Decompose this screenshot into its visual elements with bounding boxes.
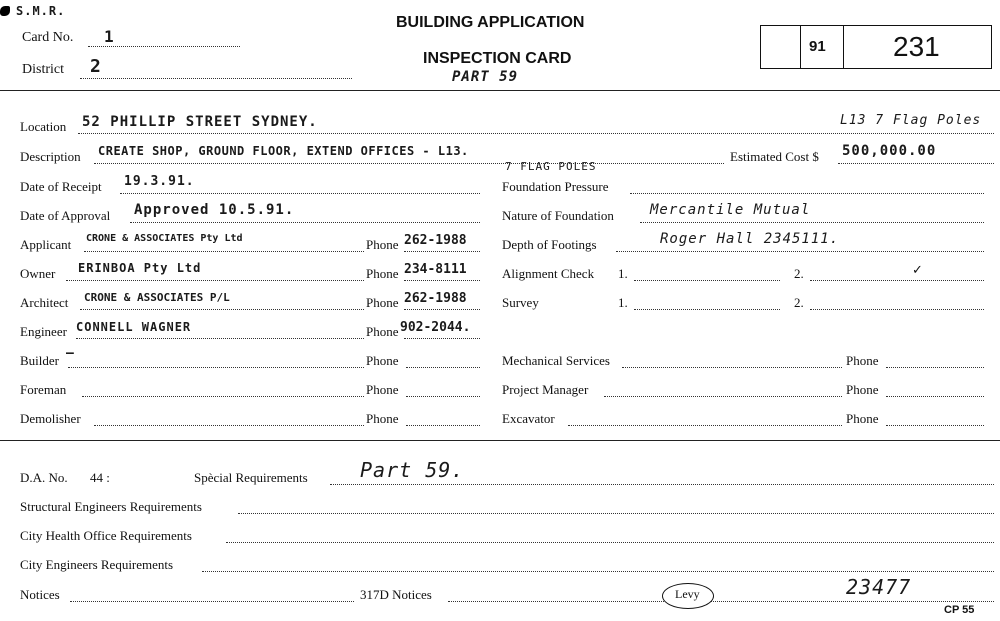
da-label: D.A. No. [20,470,68,485]
survey-n2: 2. [794,295,804,310]
description-value: CREATE SHOP, GROUND FLOOR, EXTEND OFFICES - L13. [98,144,469,158]
special-requirements-label: Spècial Requirements [194,470,308,485]
special-requirements-value: Part 59. [360,458,465,482]
levy-label: Levy [675,587,700,601]
depth-footings-value: Roger Hall 2345111. [660,231,840,247]
architect-value: CRONE & ASSOCIATES P/L [84,291,230,304]
estimated-cost-value: 500,000.00 [842,143,937,159]
notices-317d-label: 317D Notices [360,587,432,602]
project-manager-label: Project Manager [502,382,589,397]
da-value: 44 : [90,470,110,485]
structural-label: Structural Engineers Requirements [20,499,202,514]
title-line2: INSPECTION CARD [423,50,572,67]
foreman-phone-label: Phone [366,382,399,397]
date-receipt-value: 19.3.91. [124,174,195,189]
owner-value: ERINBOA Pty Ltd [78,261,202,275]
survey-label: Survey [502,295,539,310]
owner-phone: 234-8111 [404,262,467,277]
architect-phone: 262-1988 [404,291,467,306]
owner-phone-label: Phone [366,266,399,281]
corner-mark [0,6,10,16]
applicant-phone: 262-1988 [404,233,467,248]
excavator-phone-label: Phone [846,411,879,426]
header-rule [0,90,1000,91]
depth-footings-label: Depth of Footings [502,237,597,252]
engineer-label: Engineer [20,324,67,339]
date-receipt-label: Date of Receipt [20,179,102,194]
estimated-cost-label: Estimated Cost $ [730,149,819,164]
initials: S.M.R. [16,4,66,18]
form-code: CP 55 [944,604,975,616]
card-no-value: 1 [104,27,115,46]
description-value-line2: 7 FLAG POLES [505,160,597,173]
project-manager-phone-label: Phone [846,382,879,397]
box-prefix: 91 [809,38,826,55]
date-approval-label: Date of Approval [20,208,111,223]
excavator-label: Excavator [502,411,555,426]
nature-foundation-value: Mercantile Mutual [650,202,811,218]
location-label: Location [20,119,67,134]
card-no-label: Card No. [22,30,74,45]
alignment-check-mark: ✓ [912,262,923,277]
alignment-n2: 2. [794,266,804,281]
date-approval-value: Approved 10.5.91. [134,202,295,218]
applicant-value: CRONE & ASSOCIATES Pty Ltd [86,233,243,244]
title-line1: BUILDING APPLICATION [396,14,585,31]
architect-phone-label: Phone [366,295,399,310]
foundation-pressure-label: Foundation Pressure [502,179,609,194]
title-note: PART 59 [452,69,519,85]
box-number: 231 [893,31,940,62]
builder-value: — [66,346,75,361]
health-label: City Health Office Requirements [20,528,192,543]
builder-phone-label: Phone [366,353,399,368]
mechanical-label: Mechanical Services [502,353,610,368]
notices-label: Notices [20,587,60,602]
levy-value: 23477 [846,575,912,599]
engineer-value: CONNELL WAGNER [76,320,192,334]
district-value: 2 [90,56,102,77]
city-engineers-label: City Engineers Requirements [20,557,174,572]
description-label: Description [20,149,81,164]
engineer-phone-label: Phone [366,324,399,339]
alignment-check-label: Alignment Check [502,266,595,281]
demolisher-label: Demolisher [20,411,81,426]
location-value: 52 PHILLIP STREET SYDNEY. [82,114,318,130]
section-rule [0,440,1000,441]
architect-label: Architect [20,295,69,310]
district-label: District [22,62,64,77]
card-number-box [760,25,992,69]
owner-label: Owner [20,266,56,281]
builder-label: Builder [20,353,59,368]
applicant-phone-label: Phone [366,237,399,252]
foreman-label: Foreman [20,382,67,397]
location-note: L13 7 Flag Poles [840,113,982,128]
applicant-label: Applicant [20,237,72,252]
demolisher-phone-label: Phone [366,411,399,426]
nature-foundation-label: Nature of Foundation [502,208,614,223]
engineer-phone: 902-2044. [400,320,471,335]
alignment-n1: 1. [618,266,628,281]
mechanical-phone-label: Phone [846,353,879,368]
survey-n1: 1. [618,295,628,310]
